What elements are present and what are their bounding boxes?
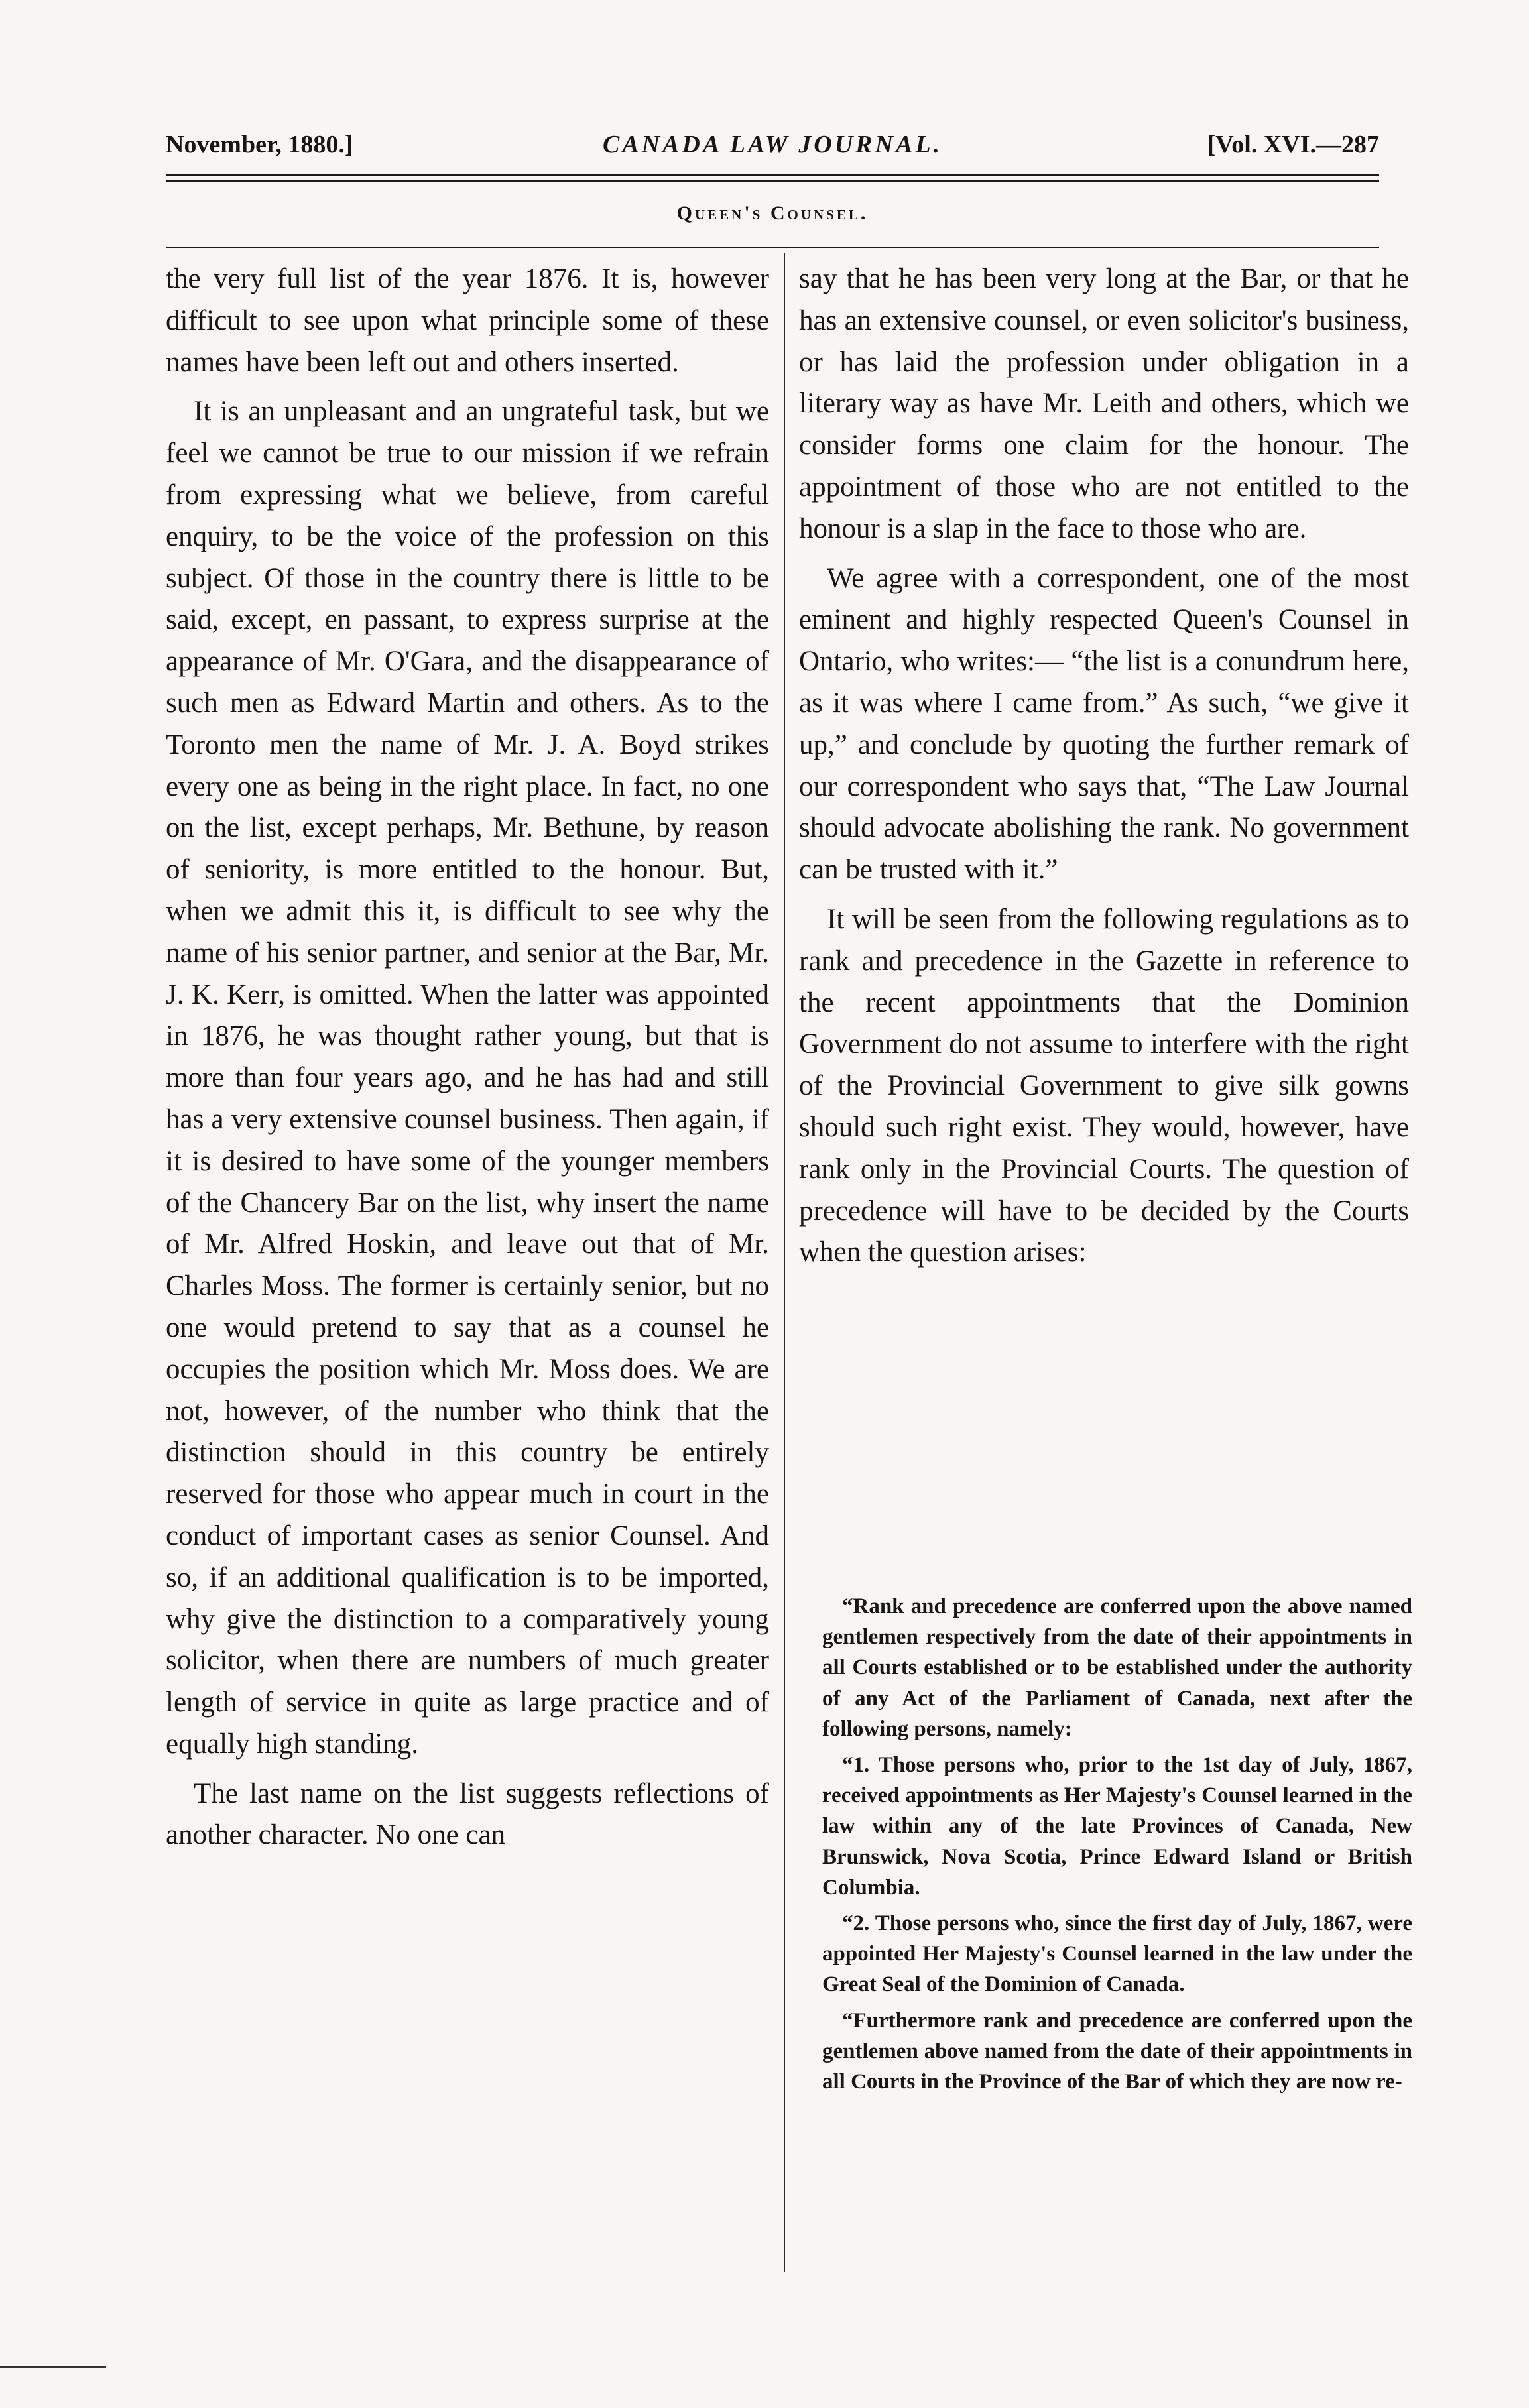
footer-rule — [0, 2366, 106, 2368]
header-rule-top — [166, 174, 1379, 176]
section-title: Queen's Counsel. — [676, 202, 869, 224]
volume-page-number: [Vol. XVI.—287 — [1207, 131, 1379, 158]
paragraph: the very full list of the year 1876. It is, however difficult to see upon what principle some of these names have been left out and others inserted. — [166, 263, 769, 378]
section-rule — [166, 247, 1379, 248]
quote-paragraph: “2. Those persons who, since the first day of July, 1867, were appointed Her Majesty's Counsel learned in the law under the Great Seal of the Dominion of Canada. — [822, 1911, 1412, 1997]
paragraph: It will be seen from the following regulations as to rank and precedence in the Gazette in reference to the recent appointments that the Dominion Government do not assume to interfere with the right of the Provincial Government to give silk gowns should such right exist. They would, however, have rank only in the Provincial Courts. The question of precedence will have to be decided by the Courts when the question arises: — [799, 903, 1409, 1268]
header-rule-bottom — [166, 180, 1379, 182]
quote-paragraph: “Rank and precedence are conferred upon the above named gentlemen respectively from the date of their appointments in all Courts established or to be established under the authority of any Act of the Parliament of Canada, next after the following persons, namely: — [822, 1595, 1412, 1741]
right-column — [799, 259, 1409, 1274]
paragraph: The last name on the list suggests reflections of another character. No one can — [166, 1777, 769, 1851]
paragraph: It is an unpleasant and an ungrateful task, but we feel we cannot be true to our mission if we refrain from expressing what we believe, from careful enquiry, to be the voice of the profession on this subject. Of those in the country there is little to be said, except, en passant, to express surprise at the appearance of Mr. O'Gara, and the disappearance of such men as Edward Martin and others. As to the Toronto men the name of Mr. J. A. Boyd strikes every one as being in the right place. In fact, no one on the list, except perhaps, Mr. Bethune, by reason of seniority, is more entitled to the honour. But, when we admit this it, is difficult to see why the name of his senior partner, and senior at the Bar, Mr. J. K. Kerr, is omitted. When the latter was appointed in 1876, he was thought rather young, but that is more than four years ago, and he has had and still has a very extensive counsel business. Then again, if it is desired to have some of the younger members of the Chancery Bar on the list, why insert the name of Mr. Alfred Hoskin, and leave out that of Mr. Charles Moss. The former is certainly senior, but no one would pretend to say that as a counsel he occupies the position which Mr. Moss does. We are not, however, of the number who think that the distinction should in this country be entirely reserved for those who appear much in court in the conduct of important cases as senior Counsel. And so, if an additional qualification is to be imported, why give the distinction to a comparatively young solicitor, when there are numbers of much greater length of service in quite as large practice and of equally high standing. — [166, 396, 769, 1760]
header-date: November, 1880.] — [166, 131, 353, 158]
journal-title: CANADA LAW JOURNAL. — [602, 131, 943, 158]
paragraph: say that he has been very long at the Bar, or that he has an extensive counsel, or even solicitor's business, or has laid the profession under obligation in a literary way as have Mr. Leith and others, which we consider forms one claim for the honour. The appointment of those who are not entitled to the honour is a slap in the face to those who are. — [799, 263, 1409, 544]
column-divider — [784, 253, 785, 2272]
paragraph: We agree with a correspondent, one of the most eminent and highly respected Queen's Counsel in Ontario, who writes:— “the list is a conundrum here, as it was where I came from.” As such, “we give it up,” and conclude by quoting the further remark of our correspondent who says that, “The Law Journal should advocate abolishing the rank. No government can be trusted with it.” — [799, 562, 1409, 886]
quote-paragraph: “1. Those persons who, prior to the 1st day of July, 1867, received appointments as Her Majesty's Counsel learned in the law within any of the late Provinces of Canada, New Brunswick, Nova Scotia, Prince Edward Island or British Columbia. — [822, 1753, 1412, 1899]
gazette-quotation — [822, 1591, 1412, 2097]
running-head — [166, 130, 1379, 170]
left-column — [166, 259, 769, 1856]
quote-paragraph: “Furthermore rank and precedence are conferred upon the gentlemen above named from the date of their appointments in all Courts in the Province of the Bar of which they are now re- — [822, 2008, 1412, 2094]
